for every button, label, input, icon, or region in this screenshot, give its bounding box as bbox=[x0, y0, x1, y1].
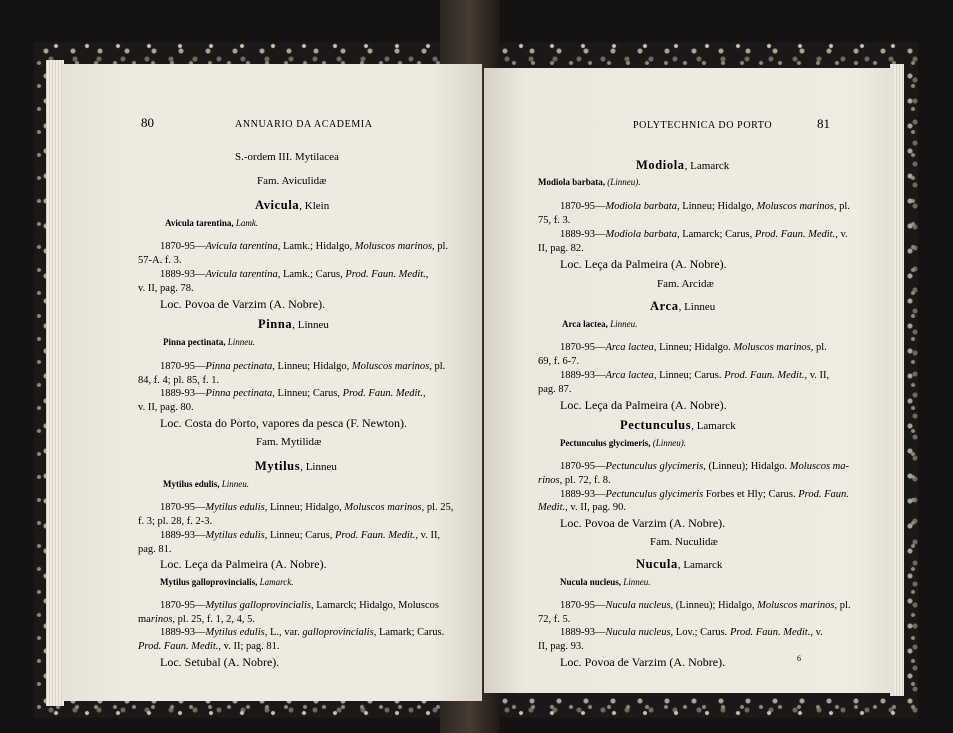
reference-line: f. 3; pl. 28, f. 2-3. bbox=[138, 516, 213, 527]
reference-line: 1870-95—Mytilus edulis, Linneu; Hidalgo, Moluscos marinos, pl. 25, bbox=[160, 502, 454, 513]
reference-line: 72, f. 5. bbox=[538, 614, 571, 625]
reference-line: 1889-93—Avicula tarentina, Lamk.; Carus, Prod. Faun. Medit., bbox=[160, 269, 429, 280]
reference-line: 1870-95—Nucula nucleus, (Linneu); Hidalgo, Moluscos marinos, pl. bbox=[560, 600, 851, 611]
locality-line: Loc. Povoa de Varzim (A. Nobre). bbox=[560, 516, 726, 530]
taxon-heading: Fam. Arcidæ bbox=[657, 278, 714, 290]
locality-line: Loc. Setubal (A. Nobre). bbox=[160, 655, 280, 669]
locality-line: Loc. Leça da Palmeira (A. Nobre). bbox=[560, 257, 727, 271]
reference-line: 1889-93—Pectunculus glycimeris Forbes et Hly; Carus. Prod. Faun. bbox=[560, 489, 849, 500]
species-heading: Arca lactea, Linneu. bbox=[562, 319, 638, 329]
locality-line: Loc. Leça da Palmeira (A. Nobre). bbox=[560, 398, 727, 412]
reference-line: II, pag. 82. bbox=[538, 243, 584, 254]
reference-line: marinos, pl. 25, f. 1, 2, 4, 5. bbox=[138, 614, 255, 625]
reference-line: 1870-95—Modiola barbata, Linneu; Hidalgo, Moluscos marinos, pl. bbox=[560, 201, 850, 212]
species-heading: Modiola barbata, (Linneu). bbox=[538, 177, 641, 187]
species-heading: Mytilus galloprovincialis, Lamarck. bbox=[160, 577, 294, 587]
species-heading: Avicula tarentina, Lamk. bbox=[165, 218, 259, 228]
reference-line: Prod. Faun. Medit., v. II; pag. 81. bbox=[138, 641, 280, 652]
locality-line: Loc. Povoa de Varzim (A. Nobre). bbox=[160, 297, 326, 311]
right-page-number: 81 bbox=[817, 116, 830, 131]
reference-line: pag. 87. bbox=[538, 384, 572, 395]
taxon-heading: S.-ordem III. Mytilacea bbox=[235, 151, 339, 163]
reference-line: 1870-95—Arca lactea, Linneu; Hidalgo. Moluscos marinos, pl. bbox=[560, 342, 827, 353]
reference-line: pag. 81. bbox=[138, 544, 172, 555]
reference-line: 1870-95—Avicula tarentina, Lamk.; Hidalgo, Moluscos marinos, pl. bbox=[160, 241, 449, 252]
genus-heading: Pectunculus, Lamarck bbox=[620, 418, 736, 432]
reference-line: 1870-95—Pinna pectinata, Linneu; Hidalgo, Moluscos marinos, pl. bbox=[160, 361, 446, 372]
taxon-heading: Fam. Mytilidæ bbox=[256, 436, 322, 448]
species-heading: Nucula nucleus, Linneu. bbox=[560, 577, 651, 587]
locality-line: Loc. Povoa de Varzim (A. Nobre). bbox=[560, 655, 726, 669]
reference-line: 1870-95—Pectunculus glycimeris, (Linneu); Hidalgo. Moluscos ma- bbox=[560, 461, 849, 472]
left-page-number: 80 bbox=[141, 115, 154, 130]
locality-line: Loc. Leça da Palmeira (A. Nobre). bbox=[160, 557, 327, 571]
reference-line: 84, f. 4; pl. 85, f. 1. bbox=[138, 375, 220, 386]
reference-line: v. II, pag. 80. bbox=[138, 402, 194, 413]
reference-line: Medit., v. II, pag. 90. bbox=[538, 502, 626, 513]
reference-line: 1889-93—Arca lactea, Linneu; Carus. Prod. Faun. Medit., v. II, bbox=[560, 370, 830, 381]
locality-line: Loc. Costa do Porto, vapores da pesca (F. Newton). bbox=[160, 416, 407, 430]
left-running-head: ANNUARIO DA ACADEMIA bbox=[235, 119, 373, 130]
reference-line: v. II, pag. 78. bbox=[138, 283, 194, 294]
taxon-heading: Fam. Aviculidæ bbox=[257, 175, 327, 187]
reference-line: 75, f. 3. bbox=[538, 215, 571, 226]
reference-line: rinos, pl. 72, f. 8. bbox=[538, 475, 611, 486]
genus-heading: Avicula, Klein bbox=[255, 198, 330, 212]
reference-line: II, pag. 93. bbox=[538, 641, 584, 652]
reference-line: 1889-93—Nucula nucleus, Lov.; Carus. Prod. Faun. Medit., v. bbox=[560, 627, 823, 638]
reference-line: 1889-93—Mytilus edulis, L., var. galloprovincialis, Lamark; Carus. bbox=[160, 627, 445, 638]
reference-line: 1889-93—Pinna pectinata, Linneu; Carus, Prod. Faun. Medit., bbox=[160, 388, 426, 399]
reference-line: 1889-93—Modiola barbata, Lamarck; Carus, Prod. Faun. Medit., v. bbox=[560, 229, 848, 240]
reference-line: 1889-93—Mytilus edulis, Linneu; Carus, Prod. Faun. Medit., v. II, bbox=[160, 530, 441, 541]
genus-heading: Arca, Linneu bbox=[650, 299, 716, 313]
taxon-heading: Fam. Nuculidæ bbox=[650, 536, 718, 548]
signature-mark: 6 bbox=[797, 654, 801, 663]
reference-line: 1870-95—Mytilus galloprovincialis, Lamarck; Hidalgo, Moluscos bbox=[160, 600, 439, 611]
genus-heading: Modiola, Lamarck bbox=[636, 158, 730, 172]
reference-line: 69, f. 6-7. bbox=[538, 356, 580, 367]
species-heading: Pinna pectinata, Linneu. bbox=[163, 337, 256, 347]
species-heading: Mytilus edulis, Linneu. bbox=[163, 479, 250, 489]
genus-heading: Mytilus, Linneu bbox=[255, 459, 337, 473]
genus-heading: Nucula, Lamarck bbox=[636, 557, 723, 571]
genus-heading: Pinna, Linneu bbox=[258, 317, 329, 331]
right-running-head: POLYTECHNICA DO PORTO bbox=[633, 120, 773, 131]
species-heading: Pectunculus glycimeris, (Linneu). bbox=[560, 438, 686, 448]
reference-line: 57-A. f. 3. bbox=[138, 255, 182, 266]
